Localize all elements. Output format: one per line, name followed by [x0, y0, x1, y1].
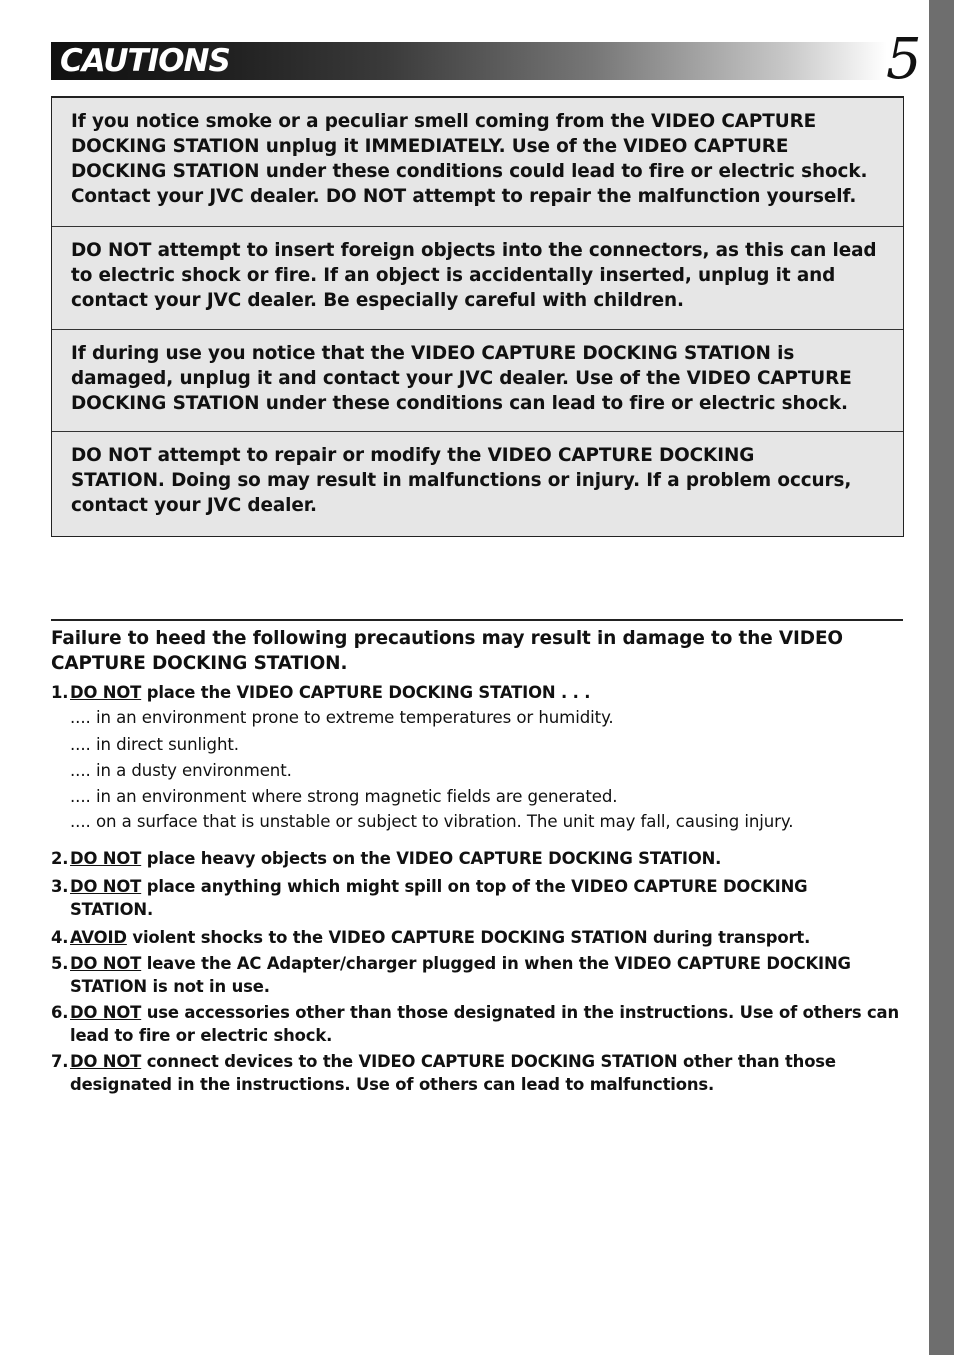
- warning-item: [52, 329, 903, 431]
- precaution-item-3: [51, 875, 901, 921]
- warning-item: [52, 109, 903, 226]
- item-number: 5.: [51, 954, 69, 973]
- item-text: violent shocks to the VIDEO CAPTURE DOCKING STATION during transport.: [126, 928, 811, 947]
- precaution-item-7: [51, 1050, 901, 1096]
- sub-marker: ....: [70, 735, 91, 754]
- section-divider: [51, 619, 903, 621]
- sub-item-text: in a dusty environment.: [96, 761, 292, 780]
- intro-line: Failure to heed the following precautions may result in damage to the VIDEO: [51, 628, 843, 649]
- item-number: 3.: [51, 877, 69, 896]
- warning-line: DOCKING STATION unplug it IMMEDIATELY. Use of the VIDEO CAPTURE: [71, 136, 789, 157]
- sub-item: [70, 786, 890, 808]
- sub-marker: ....: [70, 812, 91, 831]
- warning-line: STATION. Doing so may result in malfunctions or injury. If a problem occurs,: [71, 470, 852, 491]
- precaution-item-6: [51, 1001, 901, 1047]
- precaution-item-1: [51, 681, 901, 704]
- sub-item-text: in an environment where strong magnetic fields are generated.: [96, 787, 618, 806]
- item-keyword: DO NOT: [70, 1052, 142, 1071]
- item-keyword: DO NOT: [70, 683, 142, 702]
- warning-line: If during use you notice that the VIDEO CAPTURE DOCKING STATION is: [71, 343, 795, 364]
- warning-line: If you notice smoke or a peculiar smell coming from the VIDEO CAPTURE: [71, 111, 817, 132]
- item-text: place the VIDEO CAPTURE DOCKING STATION . . .: [141, 683, 591, 702]
- item-keyword: DO NOT: [70, 877, 142, 896]
- item-keyword: DO NOT: [70, 954, 142, 973]
- item-number: 6.: [51, 1003, 69, 1022]
- sub-item-text: in an environment prone to extreme temperatures or humidity.: [96, 708, 614, 727]
- warning-line: damaged, unplug it and contact your JVC dealer. Use of the VIDEO CAPTURE: [71, 368, 852, 389]
- item-number: 4.: [51, 928, 69, 947]
- item-continuation: STATION.: [70, 900, 154, 919]
- item-text: leave the AC Adapter/charger plugged in when the VIDEO CAPTURE DOCKING: [141, 954, 851, 973]
- sub-item: [70, 707, 890, 729]
- item-keyword: AVOID: [70, 928, 127, 947]
- sub-item-text: on a surface that is unstable or subject to vibration. The unit may fall, causing injury.: [96, 812, 794, 831]
- intro-line: CAPTURE DOCKING STATION.: [51, 653, 348, 674]
- item-keyword: DO NOT: [70, 1003, 142, 1022]
- sub-item: [70, 734, 890, 756]
- warning-line: contact your JVC dealer. Be especially careful with children.: [71, 290, 684, 311]
- item-continuation: designated in the instructions. Use of others can lead to malfunctions.: [70, 1075, 715, 1094]
- warning-line: DO NOT attempt to repair or modify the VIDEO CAPTURE DOCKING: [71, 445, 755, 466]
- item-continuation: lead to fire or electric shock.: [70, 1026, 333, 1045]
- item-number: 7.: [51, 1052, 69, 1071]
- precaution-item-4: [51, 926, 901, 949]
- warning-item: [52, 226, 903, 329]
- precaution-item-5: [51, 952, 901, 998]
- item-number: 1.: [51, 683, 69, 702]
- item-text: use accessories other than those designated in the instructions. Use of others can: [141, 1003, 899, 1022]
- warning-line: to electric shock or fire. If an object is accidentally inserted, unplug it and: [71, 265, 836, 286]
- warning-line: Contact your JVC dealer. DO NOT attempt to repair the malfunction yourself.: [71, 186, 857, 207]
- sub-item: [70, 760, 890, 782]
- warning-line: contact your JVC dealer.: [71, 495, 317, 516]
- sub-marker: ....: [70, 761, 91, 780]
- item-keyword: DO NOT: [70, 849, 142, 868]
- warning-box: [51, 96, 904, 537]
- warning-item: [52, 431, 903, 535]
- sub-item-text: in direct sunlight.: [96, 735, 239, 754]
- page-title: CAUTIONS: [60, 43, 230, 79]
- item-text: place heavy objects on the VIDEO CAPTURE DOCKING STATION.: [141, 849, 722, 868]
- item-text: connect devices to the VIDEO CAPTURE DOCKING STATION other than those: [141, 1052, 836, 1071]
- page-number: 5: [886, 27, 922, 92]
- side-edge-strip: [929, 0, 954, 1355]
- item-text: place anything which might spill on top of the VIDEO CAPTURE DOCKING: [141, 877, 808, 896]
- sub-item: [70, 811, 890, 833]
- sub-marker: ....: [70, 787, 91, 806]
- item-number: 2.: [51, 849, 69, 868]
- precautions-intro: [51, 626, 901, 676]
- precaution-item-2: [51, 847, 901, 870]
- warning-line: DOCKING STATION under these conditions could lead to fire or electric shock.: [71, 161, 868, 182]
- warning-line: DO NOT attempt to insert foreign objects into the connectors, as this can lead: [71, 240, 877, 261]
- item-continuation: STATION is not in use.: [70, 977, 270, 996]
- warning-line: DOCKING STATION under these conditions can lead to fire or electric shock.: [71, 393, 848, 414]
- sub-marker: ....: [70, 708, 91, 727]
